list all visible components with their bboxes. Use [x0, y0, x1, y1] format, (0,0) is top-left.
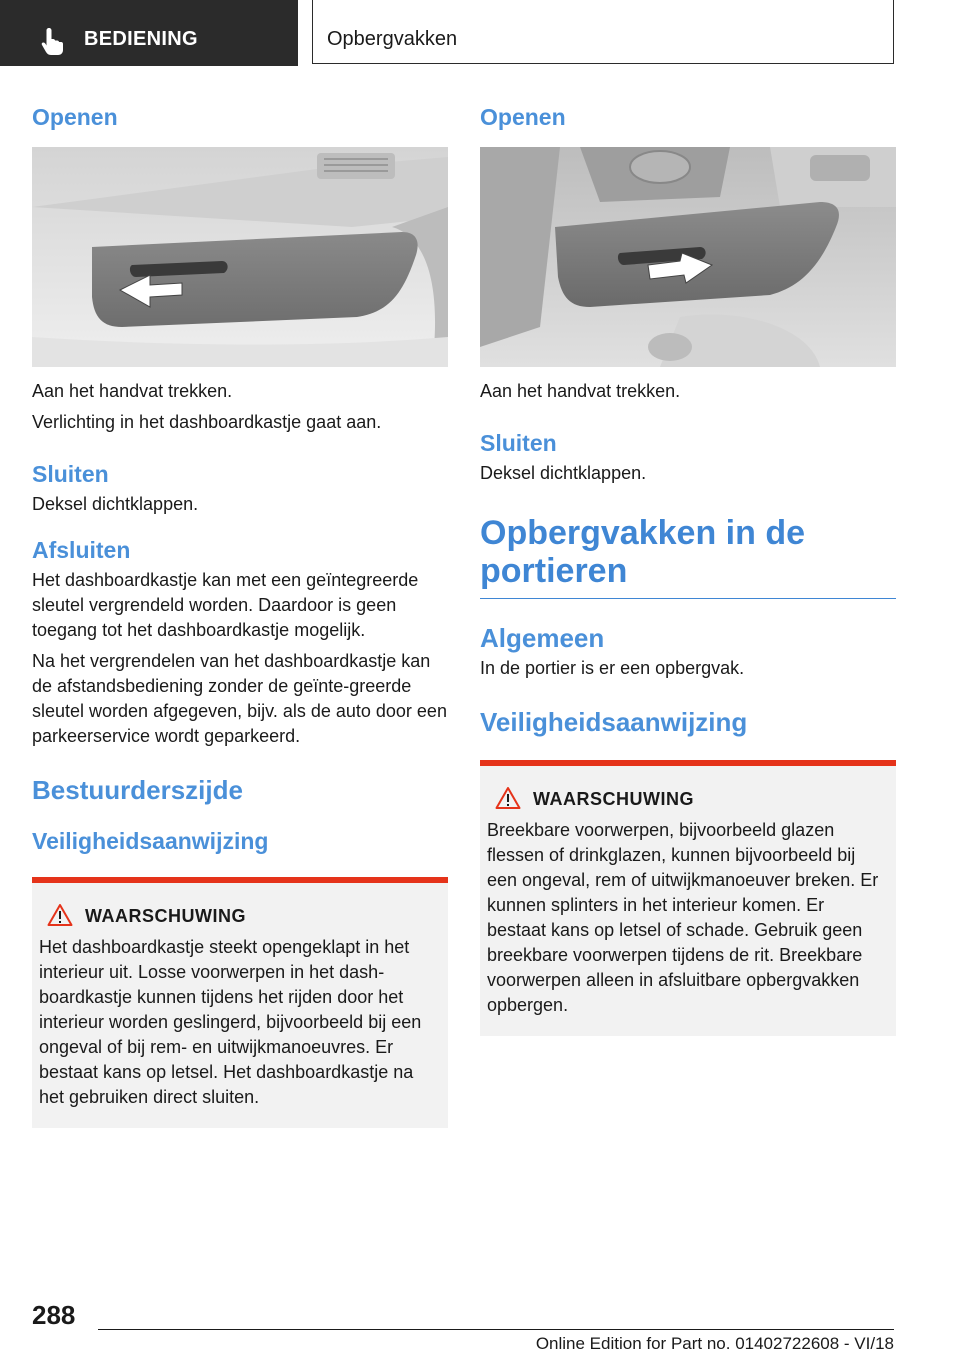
glovebox-image-left — [32, 147, 448, 367]
hand-pointer-icon — [40, 26, 68, 56]
edition-text: Online Edition for Part no. 01402722608 - VI/18 — [535, 1334, 894, 1353]
lock-text-1: Het dashboardkastje kan met een geïntegreerde sleutel vergrendeld worden. Daardoor is geen toegang tot het dashboardkastje mogelijk. — [32, 570, 419, 640]
warning-title: WAARSCHUWING — [85, 906, 246, 926]
general-text: In de portier is er een opbergvak. — [480, 658, 745, 678]
lock-text-2: Na het vergrendelen van het dashboardkastje kan de afstandsbediening zonder de geïnte-greerde sleutel worden afgegeven, bijv. als de auto door een parkeerservice wordt geparkeerd. — [32, 651, 447, 746]
footer-divider — [98, 1329, 894, 1330]
glovebox-image-right — [480, 147, 896, 367]
warning-header — [39, 903, 440, 927]
heading-safety-right: Veiligheidsaanwijzing — [480, 707, 748, 737]
warning-box-right — [480, 760, 896, 1036]
warning-triangle-icon — [47, 903, 73, 927]
open-text-right: Aan het handvat trekken. — [480, 381, 681, 401]
heading-door-compartments: Opbergvakken in de portieren — [480, 514, 896, 599]
heading-close-right: Sluiten — [480, 430, 557, 456]
heading-open-right: Openen — [480, 104, 566, 130]
warning-text: Het dashboardkastje steekt opengeklapt in het interieur uit. Losse voorwerpen in het dash-boardkastje kunnen tijdens het rijden door het interieur worden geslingerd, bijvoorbeeld bij een ongeval of bij rem- en uitwijkmanoeuvres. Er bestaat kans op letsel. Het dashboardkastje na het gebruiken direct sluiten. — [39, 937, 422, 1107]
heading-open-left: Openen — [32, 104, 118, 130]
heading-safety-left: Veiligheidsaanwijzing — [32, 828, 269, 854]
warning-box-left — [32, 877, 448, 1128]
right-column — [480, 100, 896, 1036]
section-label: BEDIENING — [84, 28, 198, 50]
warning-title: WAARSCHUWING — [533, 789, 694, 809]
section-tab — [0, 0, 298, 66]
warning-text: Breekbare voorwerpen, bijvoorbeeld glazen flessen of drinkglazen, kunnen bijvoorbeeld bij een ongeval, rem of uitwijkmanoeuver breken. Er kunnen splinters in het interieur komen. Er bestaat kans op letsel of schade. Gebruik geen breekbare voorwerpen tijdens de rit. Breekbare voorwerpen alleen in afsluitbare opbergvakken opbergen. — [487, 820, 879, 1015]
open-text-1-left: Aan het handvat trekken. — [32, 381, 233, 401]
heading-general: Algemeen — [480, 623, 605, 653]
page-title: Opbergvakken — [327, 28, 458, 50]
open-text-2-left: Verlichting in het dashboardkastje gaat aan. — [32, 412, 382, 432]
heading-lock: Afsluiten — [32, 537, 131, 563]
heading-close-left: Sluiten — [32, 461, 109, 487]
page-header — [312, 0, 894, 64]
left-column — [32, 100, 448, 1128]
close-text-right: Deksel dichtklappen. — [480, 463, 647, 483]
page-number: 288 — [32, 1300, 76, 1330]
heading-driver-side: Bestuurderszijde — [32, 775, 243, 805]
warning-header — [487, 786, 888, 810]
close-text-left: Deksel dichtklappen. — [32, 494, 199, 514]
warning-triangle-icon — [495, 786, 521, 810]
